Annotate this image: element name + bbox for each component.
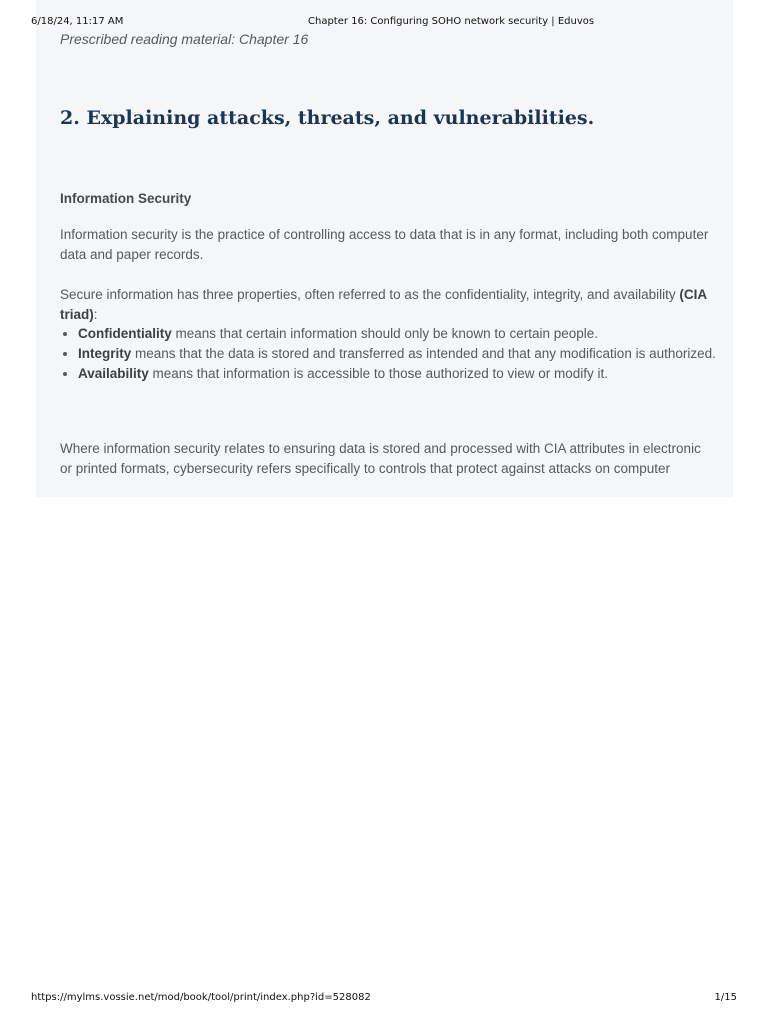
section-heading: 2. Explaining attacks, threats, and vulnerabilities.	[60, 107, 595, 129]
definition-availability: means that information is accessible to those authorized to view or modify it.	[148, 366, 608, 381]
cia-intro-tail: :	[93, 307, 98, 322]
paragraph-cybersecurity: Where information security relates to ensuring data is stored and processed with CIA attributes in electronic or printed formats, cybersecurity refers specifically to controls that protect against attacks on computer	[60, 441, 701, 476]
print-footer	[31, 992, 737, 1006]
definition-confidentiality: means that certain information should only be known to certain people.	[171, 326, 599, 341]
print-page-title: Chapter 16: Configuring SOHO network security | Eduvos	[308, 16, 595, 27]
definition-integrity: means that the data is stored and transferred as intended and that any modification is authorized.	[131, 346, 716, 361]
print-url: https://mylms.vossie.net/mod/book/tool/print/index.php?id=528082	[31, 992, 371, 1003]
term-confidentiality: Confidentiality	[78, 326, 172, 341]
term-availability: Availability	[78, 366, 149, 381]
print-datetime: 6/18/24, 11:17 AM	[31, 16, 124, 27]
list-item-confidentiality	[78, 324, 718, 344]
cia-intro-lead: Secure information has three properties, often referred to as the confidentiality, integrity, and availability	[60, 287, 680, 302]
print-header	[31, 16, 737, 30]
term-integrity: Integrity	[78, 346, 132, 361]
list-item-availability	[78, 364, 718, 384]
cia-triad-term: (CIA triad)	[60, 287, 707, 322]
paragraph-info-security-definition: Information security is the practice of controlling access to data that is in any format, including both computer data and paper records.	[60, 227, 709, 262]
paragraph-cia-intro	[60, 285, 715, 325]
prescribed-reading-note: Prescribed reading material: Chapter 16	[60, 31, 309, 47]
list-item-integrity	[78, 344, 718, 364]
cia-list	[60, 324, 718, 384]
subheading-information-security: Information Security	[60, 191, 192, 206]
print-page-number: 1/15	[714, 992, 737, 1003]
